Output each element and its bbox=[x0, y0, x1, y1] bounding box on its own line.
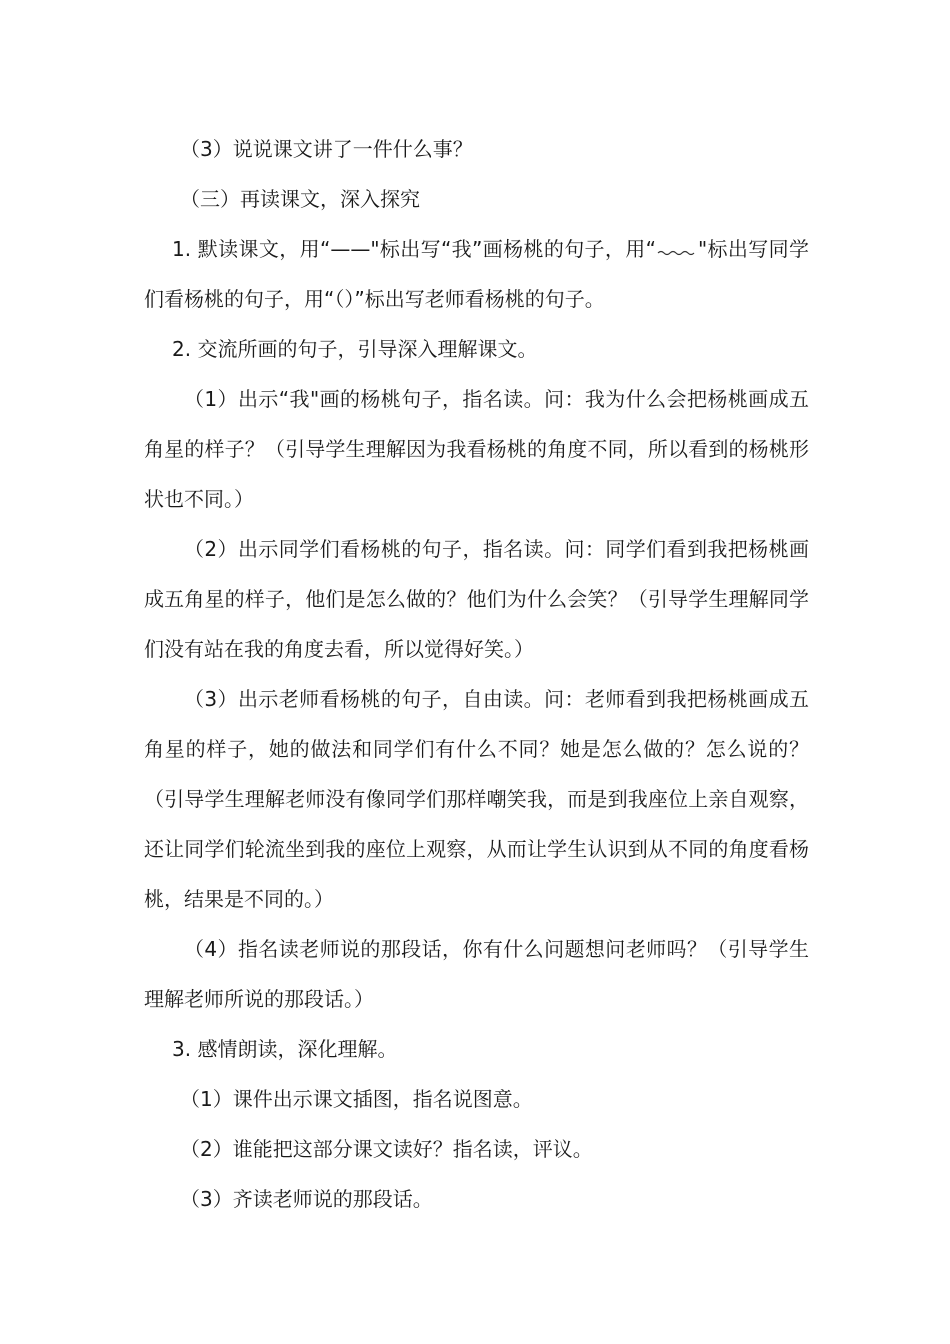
wavy-underline-icon bbox=[656, 239, 698, 259]
paragraph-item-2: （2）出示同学们看杨桃的句子，指名读。问：同学们看到我把杨桃画成五角星的样子，他们是怎么做的？他们为什么会笑？（引导学生理解同学们没有站在我的角度去看，所以觉得好笑。） bbox=[144, 537, 809, 661]
paragraph-item-4: （4）指名读老师说的那段话，你有什么问题想问老师吗？（引导学生理解老师所说的那段话。） bbox=[144, 937, 809, 1011]
paragraph-step-2: 2. 交流所画的句子，引导深入理解课文。 bbox=[172, 337, 538, 361]
paragraph-step-3-item-1: （1）课件出示课文插图，指名说图意。 bbox=[180, 1087, 533, 1111]
step-1-text-after: "标出写同学们看杨桃的句子，用“（）”标出写老师看杨桃的句子。 bbox=[144, 237, 809, 311]
paragraph-step-3: 3. 感情朗读，深化理解。 bbox=[172, 1037, 398, 1061]
paragraph-item-3: （3）出示老师看杨桃的句子，自由读。问：老师看到我把杨桃画成五角星的样子，她的做法和同学们有什么不同？她是怎么做的？怎么说的？（引导学生理解老师没有像同学们那样嘲笑我，而是到我座位上亲自观察，还让同学们轮流坐到我的座位上观察，从而让学生认识到从不同的角度看杨桃，结果是不同的。） bbox=[144, 687, 809, 911]
paragraph-item-1: （1）出示“我"画的杨桃句子，指名读。问：我为什么会把杨桃画成五角星的样子？（引导学生理解因为我看杨桃的角度不同，所以看到的杨桃形状也不同。） bbox=[144, 387, 809, 511]
paragraph-step-3-item-2: （2）谁能把这部分课文读好？指名读，评议。 bbox=[180, 1137, 593, 1161]
step-1-text-before: 1. 默读课文，用“——"标出写“我”画杨桃的句子，用“ bbox=[172, 237, 656, 261]
paragraph-step-1 bbox=[144, 224, 809, 324]
document-page bbox=[144, 124, 809, 1224]
section-heading-reread: （三）再读课文，深入探究 bbox=[180, 187, 420, 211]
paragraph-step-3-item-3: （3）齐读老师说的那段话。 bbox=[180, 1187, 433, 1211]
paragraph-question-3: （3）说说课文讲了一件什么事？ bbox=[180, 137, 473, 161]
